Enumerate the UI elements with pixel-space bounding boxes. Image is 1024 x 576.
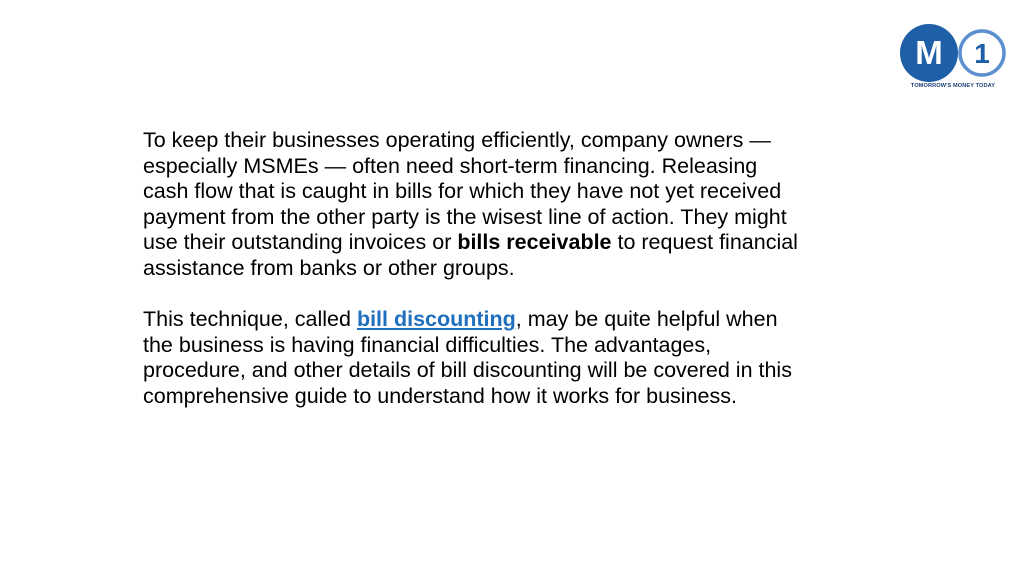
m1-logo-mark	[898, 22, 1008, 84]
paragraph-1-intro: To keep their businesses operating efficiently, company owners — especially MSMEs — often need short-term financing. Releasing cash flow that is caught in bills for which they have not yet received payment from the other party is the wisest line of action. They might use their outstanding invoices or	[143, 128, 787, 255]
paragraph-2	[143, 307, 803, 409]
paragraph-1	[143, 128, 803, 282]
bill-discounting-link[interactable]: bill discounting	[356, 307, 516, 332]
paragraph-2-outro: , may be quite helpful when the business is having financial difficulties. The advantages, procedure, and other details of bill discounting will be covered in this comprehensive guide to understand how it works for business.	[143, 307, 792, 408]
paragraph-2-intro: This technique, called	[143, 307, 357, 332]
logo-tagline: TOMORROW'S MONEY TODAY	[910, 83, 996, 89]
m1-logo	[898, 22, 1008, 94]
logo-letter-m: M	[915, 34, 943, 71]
main-text	[143, 128, 803, 410]
paragraph-1-outro: to request financial assistance from banks or other groups.	[143, 230, 798, 280]
bills-receivable-term: bills receivable	[457, 230, 612, 255]
logo-number-1: 1	[974, 38, 990, 69]
